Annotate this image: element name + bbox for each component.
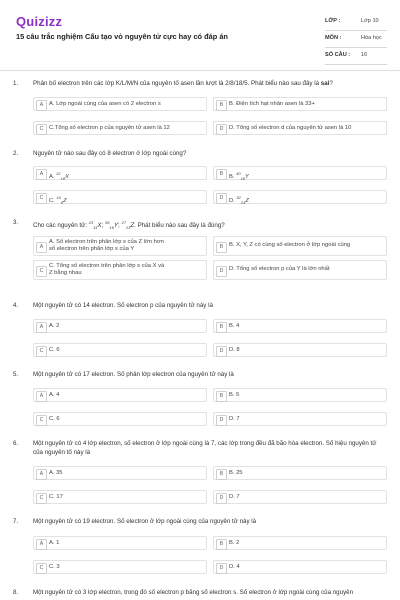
- option-a[interactable]: [33, 236, 207, 256]
- option-text: D. 7: [229, 494, 240, 500]
- nuclide: [56, 195, 67, 206]
- option-prefix: B.: [229, 173, 235, 180]
- atomic-number: 16: [60, 176, 66, 182]
- option-letter: B: [216, 100, 227, 111]
- option-c[interactable]: [33, 560, 207, 574]
- option-text: B. 5: [229, 392, 240, 398]
- option-b[interactable]: [213, 97, 387, 111]
- option-text: A. 4: [49, 392, 60, 398]
- option-d[interactable]: [213, 260, 387, 280]
- option-letter: C: [36, 493, 47, 504]
- atomic-number: 19: [109, 225, 114, 231]
- option-letter: B: [216, 169, 227, 180]
- question-number: 1.: [13, 80, 19, 87]
- option-c[interactable]: [33, 490, 207, 504]
- question-number: 6.: [13, 440, 19, 447]
- question-text: Cho các nguyên tử: $^{23}_{11}$X; $^{39}_{19}$Y; $^{27}_{13}$Z. Phát biểu nào sau đây là đúng?: [33, 220, 225, 231]
- option-letter: D: [216, 124, 227, 135]
- option-a[interactable]: [33, 166, 207, 180]
- element-symbol: Z: [130, 222, 135, 230]
- option-letter: B: [216, 242, 227, 253]
- option-text: C. Tổng số electron trên phân lớp s của X và Z bằng nhau: [49, 263, 165, 277]
- option-letter: D: [216, 493, 227, 504]
- option-text: A. Số electron trên phân lớp s của Z lớn hơn số electron trên phân lớp s của Y: [49, 239, 164, 253]
- option-b[interactable]: [213, 466, 387, 480]
- meta-label: SỐ CÂU :: [325, 52, 351, 58]
- question-text-part: Phân bố electron trên các lớp K/L/M/N của nguyên tố asen lần lượt là 2/8/18/5. Phát biểu nào sau đây là: [33, 80, 321, 87]
- option-text: B. 2: [229, 540, 240, 546]
- meta-value: 16: [361, 52, 368, 58]
- option-d[interactable]: [213, 412, 387, 426]
- question-number: 8.: [13, 589, 19, 596]
- option-letter: D: [216, 346, 227, 357]
- option-text: [49, 194, 203, 206]
- question-number: 2.: [13, 150, 19, 157]
- mass-number: 32: [56, 171, 61, 176]
- meta-row-question-count: [325, 48, 387, 65]
- element-symbol: Z: [63, 197, 67, 204]
- meta-row-subject: [325, 31, 387, 48]
- nuclide: [121, 222, 134, 229]
- question-text: Một nguyên tử có 4 lớp electron, số electron ở lớp ngoài cùng là 7, các lớp trong đều đã bão hòa electron. Số hiệu nguyên tử của nguyên tố này là: [33, 440, 377, 456]
- option-b[interactable]: [213, 166, 387, 180]
- question-number: 5.: [13, 371, 19, 378]
- option-a[interactable]: [33, 466, 207, 480]
- atomic-number: 24: [240, 200, 246, 206]
- question-text: [33, 80, 383, 89]
- option-prefix: C.: [49, 197, 55, 204]
- option-text: A. 2: [49, 323, 60, 329]
- option-prefix: D.: [229, 197, 235, 204]
- question-text: Một nguyên tử có 17 electron. Số phân lớp electron của nguyên tử này là: [33, 371, 234, 378]
- option-c[interactable]: [33, 412, 207, 426]
- worksheet-title: 15 câu trắc nghiệm Cấu tạo vỏ nguyên tử cực hay có đáp án: [16, 32, 228, 41]
- option-letter: C: [36, 266, 47, 277]
- option-c[interactable]: [33, 190, 207, 204]
- header-divider: [0, 70, 400, 71]
- meta-value: Lớp 10: [361, 18, 379, 24]
- question-text-part: Phát biểu nào sau đây là đúng?: [137, 222, 225, 230]
- element-symbol: Y: [113, 222, 119, 230]
- option-text: D. Tổng số electron d của nguyên tử asen là 10: [229, 125, 352, 131]
- option-b[interactable]: [213, 536, 387, 550]
- element-symbol: X: [65, 173, 69, 180]
- option-text: [229, 194, 383, 206]
- element-symbol: Y: [245, 173, 249, 180]
- mass-number: 23: [88, 220, 94, 225]
- question-text: Một nguyên tử có 14 electron. Số electron p của nguyên tử này là: [33, 302, 213, 309]
- meta-row-class: [325, 14, 387, 31]
- option-letter: C: [36, 124, 47, 135]
- meta-value: Hóa học: [361, 35, 382, 41]
- option-d[interactable]: [213, 343, 387, 357]
- option-a[interactable]: [33, 388, 207, 402]
- option-letter: D: [216, 563, 227, 574]
- option-a[interactable]: [33, 97, 207, 111]
- option-letter: C: [36, 193, 47, 204]
- option-d[interactable]: [213, 121, 387, 135]
- atomic-number: 11: [93, 225, 98, 231]
- option-d[interactable]: [213, 490, 387, 504]
- mass-number: 16: [56, 195, 61, 200]
- option-b[interactable]: [213, 236, 387, 256]
- option-a[interactable]: [33, 319, 207, 333]
- option-text: C. 3: [49, 564, 60, 570]
- option-text: C. 17: [49, 494, 63, 500]
- option-letter: A: [36, 169, 47, 180]
- question-number: 3.: [13, 219, 19, 226]
- question-text: Một nguyên tử có 19 electron. Số electron ở lớp ngoài cùng của nguyên tử này là: [33, 518, 257, 525]
- worksheet-header: [0, 0, 400, 62]
- option-text: C. 6: [49, 416, 60, 422]
- meta-label: LỚP :: [325, 18, 341, 24]
- option-c[interactable]: [33, 260, 207, 280]
- question-text-part: ?: [329, 80, 333, 87]
- quizizz-logo: Quizizz: [16, 14, 63, 29]
- mass-number: 40: [236, 171, 241, 176]
- option-letter: C: [36, 415, 47, 426]
- element-symbol: Z: [245, 197, 249, 204]
- option-letter: A: [36, 242, 47, 253]
- option-text: D. 8: [229, 347, 240, 353]
- option-text: B. 25: [229, 470, 243, 476]
- nuclide: [105, 222, 118, 229]
- option-text: [229, 170, 383, 182]
- option-b[interactable]: [213, 388, 387, 402]
- option-letter: A: [36, 469, 47, 480]
- option-text: A. 1: [49, 540, 60, 546]
- option-letter: B: [216, 322, 227, 333]
- option-d[interactable]: [213, 190, 387, 204]
- option-text: D. 4: [229, 564, 240, 570]
- worksheet-meta: [325, 14, 387, 65]
- element-symbol: X: [97, 222, 102, 230]
- option-text: B. 4: [229, 323, 240, 329]
- option-c[interactable]: [33, 343, 207, 357]
- mass-number: 52: [236, 195, 241, 200]
- option-letter: A: [36, 539, 47, 550]
- atomic-number: 18: [240, 176, 246, 182]
- option-letter: D: [216, 266, 227, 277]
- mass-number: 27: [121, 220, 126, 225]
- option-prefix: A.: [49, 173, 55, 180]
- option-letter: A: [36, 322, 47, 333]
- option-text: C.Tổng số electron p của nguyên tử asen là 12: [49, 125, 170, 131]
- question-number: 4.: [13, 302, 19, 309]
- question-text-part: Cho các nguyên tử:: [33, 222, 88, 230]
- atomic-number: 8: [60, 200, 64, 206]
- option-text: D. 7: [229, 416, 240, 422]
- atomic-number: 13: [125, 225, 131, 231]
- option-d[interactable]: [213, 560, 387, 574]
- option-text: C. 6: [49, 347, 60, 353]
- option-text: [49, 170, 203, 182]
- option-text: B. X, Y, Z có cùng số electron ở lớp ngoài cùng: [229, 242, 351, 248]
- option-a[interactable]: [33, 536, 207, 550]
- nuclide: [236, 195, 249, 206]
- option-letter: D: [216, 415, 227, 426]
- option-letter: B: [216, 469, 227, 480]
- option-letter: B: [216, 539, 227, 550]
- meta-label: MÔN :: [325, 35, 342, 41]
- question-text: Một nguyên tử có 3 lớp electron, trong đó số electron p bằng số electron s. Số electron ở lớp ngoài cùng của nguyên: [33, 589, 354, 596]
- question-number: 7.: [13, 518, 19, 525]
- option-text: B. Điện tích hạt nhân asen là 33+: [229, 101, 315, 107]
- mass-number: 39: [104, 220, 110, 225]
- option-letter: A: [36, 100, 47, 111]
- option-letter: A: [36, 391, 47, 402]
- nuclide: [56, 171, 69, 182]
- option-letter: B: [216, 391, 227, 402]
- option-c[interactable]: [33, 121, 207, 135]
- option-text: A. 35: [49, 470, 63, 476]
- nuclide: [236, 171, 249, 182]
- option-text: D. Tổng số electron p của Y là lớn nhất: [229, 266, 330, 272]
- option-letter: C: [36, 563, 47, 574]
- option-text: A. Lớp ngoài cùng của asen có 2 electron s: [49, 101, 161, 107]
- question-text: Nguyên tử nào sau đây có 8 electron ở lớp ngoài cùng?: [33, 150, 187, 157]
- nuclide: [89, 222, 102, 229]
- question-text-bold: sai: [320, 80, 330, 87]
- option-letter: C: [36, 346, 47, 357]
- option-b[interactable]: [213, 319, 387, 333]
- option-letter: D: [216, 193, 227, 204]
